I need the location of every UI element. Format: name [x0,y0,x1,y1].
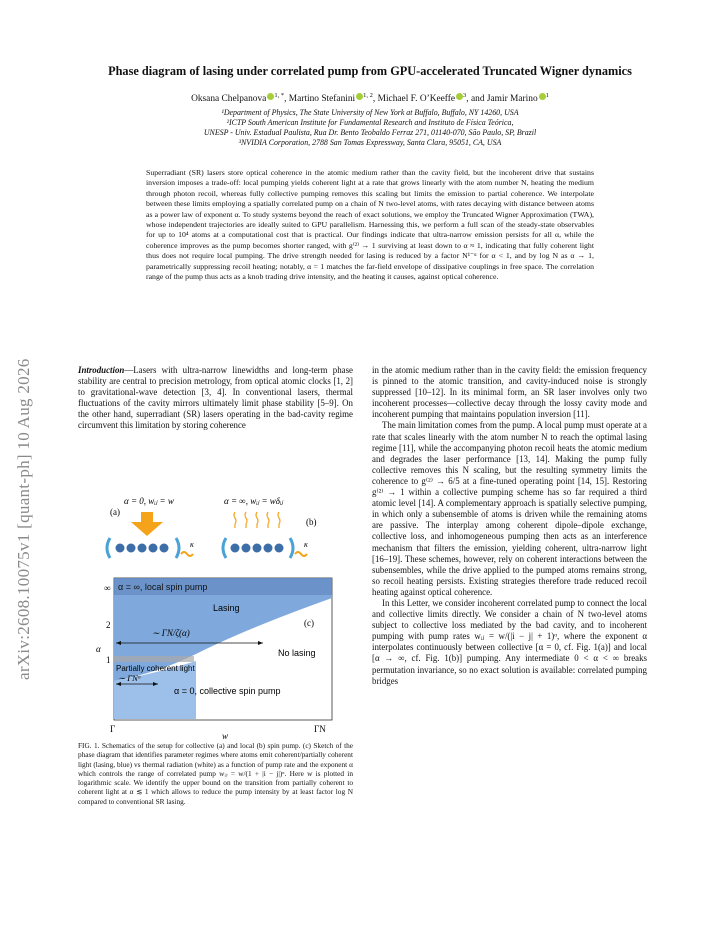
author-name[interactable]: Martino Stefanini [288,94,356,105]
label-gamma-n-zeta: ∼ ΓN/ζ(α) [152,628,190,638]
author-name[interactable]: Michael F. O’Keeffe [377,94,456,105]
emission-wave-icon [181,552,193,556]
label-gamma-n-alpha: ∼ ΓNᵅ [118,673,142,683]
author-affil-sup: 3 [463,92,467,99]
intro-paragraph [78,365,353,432]
panel-a-title: α = 0, wᵢⱼ = w [124,496,174,506]
paper-title: Phase diagram of lasing under correlated pump from GPU-accelerated Truncated Wigner dynamics [108,64,632,78]
author-joiner: , [372,94,378,105]
region-local-label: α = ∞, local spin pump [118,582,208,592]
arxiv-identifier: arXiv:2608.10075v1 [quant-ph] 10 Aug 2026 [14,358,33,680]
affiliation-line: ²ICTP South American Institute for Fundamental Research and Instituto de Física Teórica, [226,118,514,127]
y-tick-infinity: ∞ [104,583,111,593]
emission-wave-icon [295,552,307,556]
collective-pump-arrow-icon [131,512,163,536]
partial-coherence-band [114,656,194,662]
x-axis-label: w [222,731,229,740]
panel-b-label: (b) [306,517,317,527]
x-tick-gamma: Γ [110,724,116,734]
author-affil-sup: 1, 2 [363,92,373,99]
atom-chain-b [223,538,293,558]
author-affil-sup: 1, * [274,92,285,99]
region-no-lasing-label: No lasing [278,648,316,658]
local-pump-arrows-icon [234,512,280,528]
region-collective-label: α = 0, collective spin pump [174,686,281,696]
region-partial-label: Partially coherent light [116,664,195,673]
affiliation-line: ³NVIDIA Corporation, 2788 San Tomas Expressway, Santa Clara, 95051, CA, USA [238,138,502,147]
author-list [50,92,690,104]
affiliations [50,108,690,148]
author-joiner: , [284,94,289,105]
affiliation-line: ¹Department of Physics, The State University of New York at Buffalo, Buffalo, NY 14260, USA [221,108,519,117]
affiliation-line: UNESP - Univ. Estadual Paulista, Rua Dr. Bento Teobaldo Ferraz 271, 01140-070, São Paulo, SP, Brazil [203,128,537,137]
author-name[interactable]: Jamir Marino [486,94,538,105]
abstract: Superradiant (SR) lasers store optical coherence in the atomic medium rather than the cavity field, but the incoherent drive that sustains inversion imposes a trade-off: local pumping yields coherent light at a rate that grows linearly with the atom number N, heating the medium through photon recoil, whereas fully collective pumping removes this scaling but limits the emission to partial coherence. We interpolate between these limits employing a spatially correlated pump on a chain of N two-level atoms, with rates decaying with distance between atoms as a power law of exponent α. To study systems beyond the reach of exact solutions, we employ the Truncated Wigner Approximation (TWA), whose independent trajectories are ideally suited to GPU parallelism. Harnessing this, we perform a full scan of the steady-state observables for up to 10⁴ atoms at a computational cost that is practical. Our findings indicate that ultra-narrow emission persists for all α, while the coherence improves as the pump becomes shorter ranged, with g⁽²⁾ → 1 surviving at least down to α ≈ 1, indicating that fully coherent light thus does not require local pumping. The drive strength needed for lasing is reduced by a factor N¹⁻ᵅ for α < 1, and by log N as α → 1, parametrically suppressing recoil heating; notably, α = 1 matches the far-field envelope of dissipative couplings in free space. The correlation range of the pump thus acts as a knob trading drive intensity, and the heating it causes, against optical coherence. [146,168,594,282]
paragraph: In this Letter, we consider incoherent correlated pump to connect the local and collective limits directly. We consider a chain of N two-level atoms subject to collective loss mediated by the bad cavity, and to incoherent pumping with pump rates wᵢⱼ = w/(|i − j| + 1)ᵅ, where the exponent α interpolates continuously between collective [α = 0, cf. Fig. 1(a)] and local [α → ∞, cf. Fig. 1(b)] pumping. Any intermediate 0 < α < ∞ breaks permutation invariance, so no exact solution is available: correlated pumping bridges [372,597,647,686]
section-heading: Introduction [78,365,125,375]
y-tick-2: 2 [106,620,111,630]
figure-caption: FIG. 1. Schematics of the setup for collective (a) and local (b) spin pump. (c) Sketch of the phase diagram that identifies parameter regimes where atoms emit coherent/partially coherent light (lasing, blue) vs thermal radiation (white) as a function of pump rate and the exponent α which controls the range of correlated pump wᵢⱼ = w/(1 + |i − j|)ᵅ. Here w is plotted in logarithmic scale. We identify the upper bound on the transition from partially coherent to coherent light at α ≲ 1 which allows to reduce the pump intensity by at least factor log N compared to conventional SR lasing. [78,741,353,806]
y-tick-1: 1 [106,655,111,665]
figure-1 [78,478,353,740]
atom-chain-a [107,538,179,558]
kappa-label: κ [190,540,194,549]
orcid-icon[interactable] [456,93,463,100]
panel-c-label: (c) [304,618,314,628]
kappa-label: κ [304,540,308,549]
author-name[interactable]: Oksana Chelpanova [191,94,267,105]
right-column [372,365,647,687]
y-axis-label: α [96,644,101,654]
paragraph: The main limitation comes from the pump. A local pump must operate at a rate that scales linearly with the atom number N to reach the optimal lasing regime [11], while the accompanying photon recoil heats the atomic medium and degrades the laser performance [13, 14]. Making the pump fully collective removes this N scaling, but the resulting symmetry limits the coherence to g⁽²⁾ → 6/5 at a fine-tuned operating point [14, 15]. Restoring g⁽²⁾ → 1 within a collective pumping scheme has so far required a third atomic level [14]. A complementary approach is spatially selective pumping, in which only a subensemble of atoms is driven while the remaining atoms are passive. The interplay among coherent dipole–dipole exchange, collective loss, and inhomogeneous pumping then acts as an interference mechanism that filters the emission, yielding coherent, ultra-narrow light [16–19]. These schemes, however, rely on coherent interactions between the subensembles, while the drive applied to the pumped atoms remains strong, so recoil heating persists. Existing strategies therefore trade reduced recoil heating against optical coherence. [372,420,647,597]
orcid-icon[interactable] [539,93,546,100]
author-affil-sup: 1 [545,92,549,99]
region-lasing-label: Lasing [213,603,240,613]
paragraph: in the atomic medium rather than in the cavity field: the emission frequency is pinned to the atomic transition, and cavity-induced noise is strongly suppressed [10–12]. In its minimal form, an SR laser involves only two incoherent processes—collective decay through the lossy cavity mode and incoherent pumping that maintains population inversion [11]. [372,365,647,420]
left-column [78,365,353,432]
panel-a-label: (a) [110,507,120,517]
intro-text: —Lasers with ultra-narrow linewidths and long-term phase stability are central to precision metrology, from optical atomic clocks [1, 2] to gravitational-wave detection [3, 4]. In conventional lasers, thermal fluctuations of the cavity mirrors ultimately limit phase stability [5–9]. On the other hand, superradiant (SR) lasers operating in the bad-cavity regime circumvent this limitation by storing coherence [78,365,353,431]
panel-b-title: α = ∞, wᵢⱼ = wδᵢⱼ [224,496,283,506]
x-tick-gamma-n: ΓN [314,724,326,734]
author-joiner: , and [466,94,487,105]
